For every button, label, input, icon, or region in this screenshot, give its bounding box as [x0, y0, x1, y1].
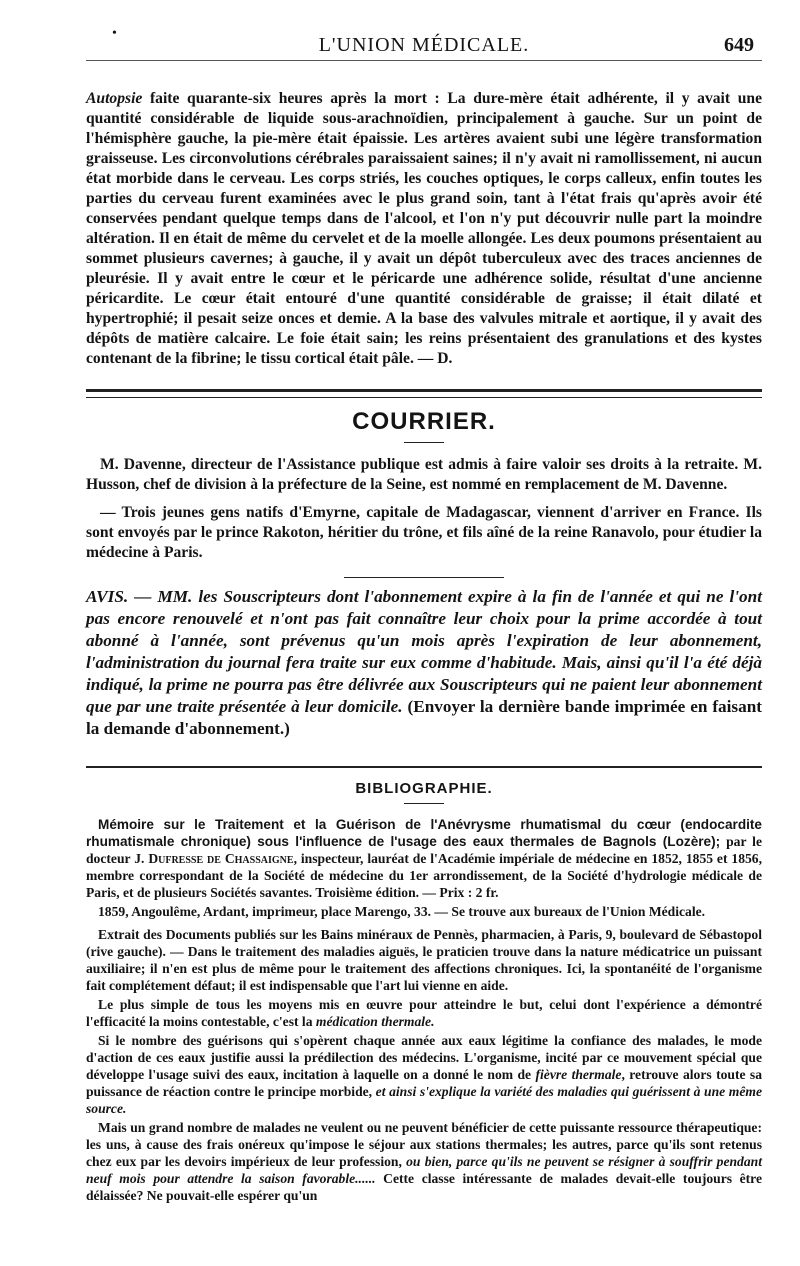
paragraph-text: Si le nombre des guérisons qui s'opèrent chaque année aux eaux légitime la confiance des malades, le mode d'action de ces eaux justifie aussi la prédilection des médecins. L'organisme, incité par ce mouvement spécial que développe l'usage suivi des eaux, incitation à laquelle on a donné le nom de — [86, 1033, 762, 1082]
body-paragraph — [86, 1119, 762, 1204]
entry-details: , inspecteur, lauréat de l'Académie impériale de médecine en 1852, 1855 et 1856, membre correspondant de la Société de médecine du 1er arrondissement, de la Société d'hydrologie médicale de Paris, et de plusieurs Sociétés savantes. Troisième édition. — Prix : 2 fr. — [86, 851, 762, 900]
entry-pre: Extrait des — [98, 927, 163, 942]
section-divider — [86, 389, 762, 398]
entry-details: , pharmacien, à Paris, 9, boulevard de Sébastopol (rive gauche). — Dans le traitement des maladies aiguës, le praticien trouve dans la nature médicatrice un puissant auxiliaire; il n'en est plus de même pour le traitement des affections chroniques. Ici, la spontanéité de l'organisme fait complétement défaut; il est indispensable que l'art lui vienne en aide. — [86, 927, 762, 993]
news-item: M. Davenne, directeur de l'Assistance publique est admis à faire valoir ses droits à la retraite. M. Husson, chef de division à la préfecture de la Seine, est nommé en remplacement de M. Davenne. — [86, 456, 762, 493]
bibliographie-heading: BIBLIOGRAPHIE. — [355, 780, 493, 797]
paragraph-text-mid: , retrouve alors toute sa puissance de réaction contre le principe morbide, — [86, 1067, 763, 1099]
heading-underline — [404, 803, 444, 804]
header-mark: • — [112, 26, 117, 41]
autopsy-lead: Autopsie — [86, 90, 143, 107]
bibliography-entry — [86, 926, 762, 994]
paragraph-text: Le plus simple de tous les moyens mis en œuvre pour atteindre le but, celui dont l'expérience a démontré l'efficacité la moins contestable, c'est la — [86, 997, 762, 1029]
page-number: 649 — [724, 34, 754, 56]
entry-imprint: 1859, Angoulême, Ardant, imprimeur, place Marengo, 33. — Se trouve aux bureaux de l'Union Médicale. — [98, 904, 706, 919]
heading-underline — [404, 442, 444, 443]
entry-by: par le docteur J. — [86, 834, 762, 866]
bibliography-entry — [86, 816, 762, 901]
notice-text: AVIS. — MM. les Souscripteurs dont l'abonnement expire à la fin de l'année et qui ne l'ont pas encore renouvelé et n'ont pas fait connaître leur choix pour la prime accordée à tout abonné à l'année, sont prévenus qu'un mois après l'expiration de leur abonnement, l'administration du journal fera traite sur eux comme d'habitude. Mais, ainsi qu'il l'a été déjà indiqué, la prime ne pourra pas être délivrée aux Souscripteurs qui ne paient leur abonnement que par une traite présentée à leur domicile. — [86, 587, 762, 716]
paragraph-italic: médication thermale. — [315, 1014, 435, 1029]
autopsy-text: faite quarante-six heures après la mort : La dure-mère était adhérente, il y avait une quantité considérable de liquide sous-arachnoïdien, principalement à gauche. Sur un point de l'hémisphère gauche, la pie-mère était épaissie. Les artères avaient subi une légère transformation graisseuse. Les circonvolutions cérébrales paraissaient saines; il n'y avait ni ramollissement, ni aucun état morbide dans le cerveau. Les corps striés, les couches optiques, le corps calleux, enfin toutes les parties du cerveau furent examinées avec le plus grand soin, tant à l'état frais qu'après avoir été conservées pendant quelque temps dans de l'alcool, et l'on n'y put découvrir nulle part la moindre altération. Il en était de même du cervelet et de la moelle allongée. Les deux poumons présentaient au sommet plusieurs cavernes; à gauche, il y avait un dépôt tuberculeux avec des traces anciennes de pleurésie. Il y avait entre le cœur et le péricarde une adhérence solide, résultat d'une ancienne péricardite. Le cœur était entouré d'une quantité considérable de graisse; il était dilaté et hypertrophié; il pesait seize onces et demie. A la base des valvules mitrale et aortique, il y avait des dépôts de matière calcaire. Le foie était sain; les reins présentaient des granulations et des kystes contenant de la fibrine; le tissu cortical était pâle. — D. — [86, 90, 762, 367]
paragraph-italic: fièvre thermale — [535, 1067, 622, 1082]
entry-title: Documents publiés sur les Bains minéraux de Pennès — [165, 927, 475, 942]
paragraph-text: Mais un grand nombre de malades ne veulent ou ne peuvent bénéficier de cette puissante ressource thérapeutique: les uns, à cause des frais onéreux qu'impose le séjour aux stations thermales; les autres, parce qu'ils sont retenus chez eux par les devoirs impérieux de leur profession, — [86, 1120, 762, 1169]
paragraph-italic: et ainsi s'explique la variété des maladies qui guérissent à une même source. — [86, 1084, 762, 1116]
paragraph-tail: Cette classe intéressante de malades devait-elle toujours être délaissée? Ne pouvait-elle espérer qu'un — [86, 1171, 763, 1203]
notice-parenthetical: (Envoyer la dernière bande imprimée en faisant la demande d'abonnement.) — [86, 697, 762, 738]
running-header — [86, 22, 762, 61]
journal-title: L'UNION MÉDICALE. — [318, 34, 530, 56]
entry-author: Dufresse de Chassaigne — [148, 851, 294, 866]
news-divider — [344, 577, 504, 578]
section-divider — [86, 766, 762, 768]
body-paragraph — [86, 1032, 762, 1117]
autopsy-paragraph — [86, 89, 762, 369]
paragraph-italic: ou bien, parce qu'ils ne peuvent se résigner à souffrir pendant neuf mois pour attendre la saison favorable...... — [86, 1154, 762, 1186]
subscriber-notice — [86, 586, 762, 740]
body-paragraph — [86, 996, 762, 1030]
courrier-heading: COURRIER. — [352, 408, 496, 435]
entry-title: Mémoire sur le Traitement et la Guérison de l'Anévrysme rhumatismal du cœur (endocardite rhumatismale chronique) sous l'influence de l'usage des eaux thermales de Bagnols (Lozère); — [86, 817, 762, 849]
news-item: — Trois jeunes gens natifs d'Emyrne, capitale de Madagascar, viennent d'arriver en France. Ils sont envoyés par le prince Rakoton, héritier du trône, et fils aîné de la reine Ranavolo, pour étudier la médecine à Paris. — [86, 504, 762, 561]
